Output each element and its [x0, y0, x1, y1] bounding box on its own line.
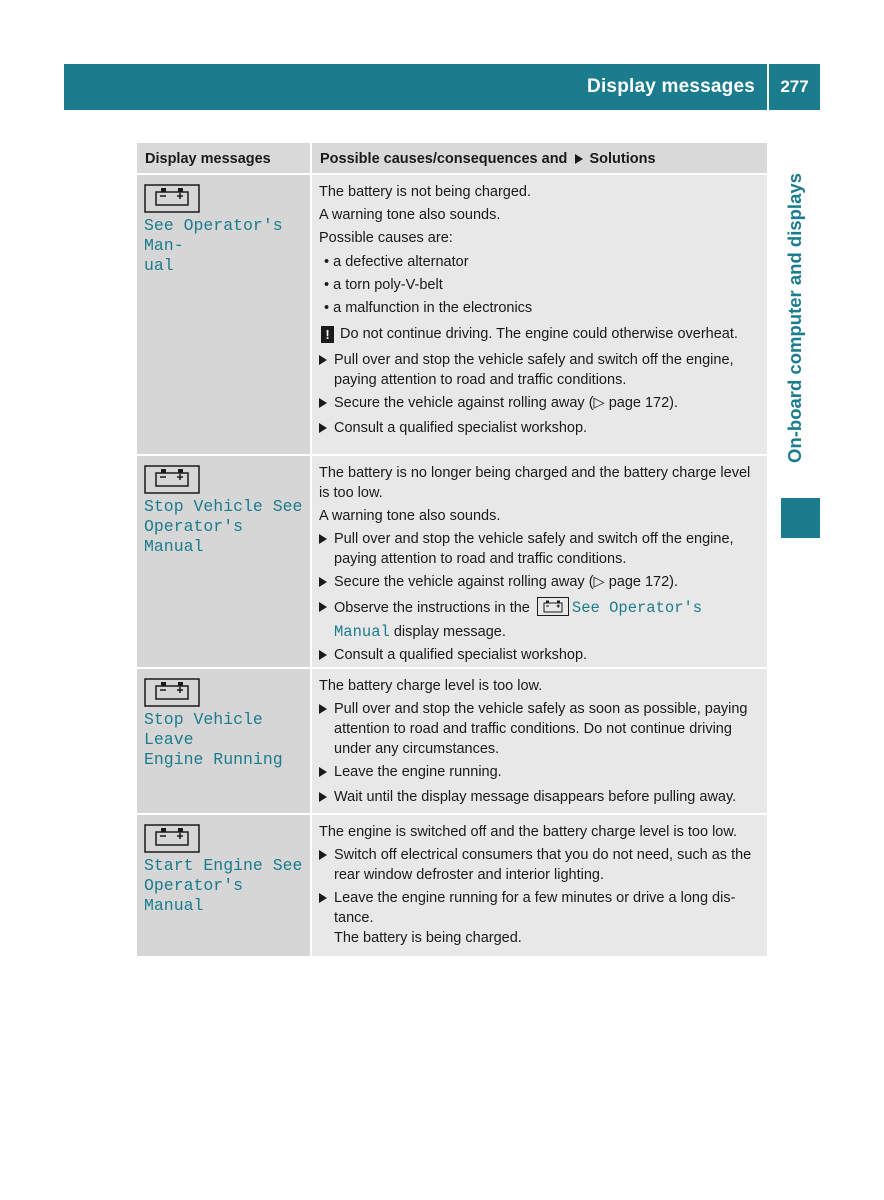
cause-text: Possible causes are:	[319, 230, 453, 246]
arrow-icon	[319, 792, 327, 802]
step-text: display message.	[393, 624, 506, 640]
message-line: Start Engine See	[144, 856, 303, 875]
battery-icon	[144, 824, 200, 853]
arrow-icon	[319, 577, 327, 587]
message-cell	[137, 815, 310, 956]
causes-cell	[310, 175, 767, 454]
side-tab-marker	[781, 498, 820, 538]
arrow-icon	[319, 850, 327, 860]
cause-text: The battery charge level is too low.	[319, 678, 543, 694]
list-item: • a torn poly-V-belt	[324, 277, 443, 293]
side-tab	[769, 145, 820, 490]
col-header-solutions-text: Solutions	[589, 151, 656, 167]
solution-step: Secure the vehicle against rolling away (▷ page 172).	[319, 572, 761, 594]
message-cell	[137, 456, 310, 667]
warning-note	[319, 324, 761, 344]
causes-cell	[310, 456, 767, 667]
message-line: Operator's Manual	[144, 876, 244, 915]
message-cell	[137, 669, 310, 813]
arrow-icon	[319, 650, 327, 660]
solution-step: Secure the vehicle against rolling away (▷ page 172).	[319, 393, 761, 415]
arrow-icon	[319, 534, 327, 544]
cause-text: The battery is not being charged.	[319, 184, 531, 200]
col-header-causes-text: Possible causes/consequences and	[320, 151, 568, 167]
arrow-icon	[319, 602, 327, 612]
table-row	[137, 669, 767, 815]
list-item: • a malfunction in the electronics	[324, 300, 533, 316]
message-line: Operator's Manual	[144, 517, 244, 556]
step-note: The battery is being charged.	[334, 930, 522, 946]
side-tab-label: On-board computer and displays	[783, 172, 805, 463]
warning-icon: !	[321, 326, 334, 343]
battery-icon	[144, 465, 200, 494]
page-title: Display messages	[587, 76, 755, 97]
table-row	[137, 175, 767, 456]
battery-icon	[144, 184, 200, 213]
step-text: Observe the instructions in the	[334, 600, 530, 616]
cause-list	[319, 252, 761, 318]
col-header-messages: Display messages	[145, 151, 271, 167]
solution-step: Consult a qualified specialist workshop.	[319, 645, 761, 667]
solution-step: Leave the engine running.	[319, 762, 761, 784]
message-line: See Operator's Man-	[144, 216, 283, 255]
arrow-icon	[319, 423, 327, 433]
arrow-icon	[319, 893, 327, 903]
warning-text: Do not continue driving. The engine could otherwise overheat.	[340, 326, 738, 342]
solution-step: Wait until the display message disappears before pulling away.	[319, 787, 761, 809]
message-line: Stop Vehicle Leave	[144, 710, 263, 749]
messages-table	[137, 143, 767, 956]
solution-step: Leave the engine running for a few minutes or drive a long dis-tance.	[319, 888, 761, 928]
arrow-icon	[319, 704, 327, 714]
table-header	[137, 143, 767, 175]
solution-step: Pull over and stop the vehicle safely as soon as possible, paying attention to road and traffic conditions. Do not continue driving under any circumstances.	[319, 699, 761, 759]
arrow-icon	[319, 398, 327, 408]
list-item: • a defective alternator	[324, 254, 469, 270]
message-cell	[137, 175, 310, 454]
solution-step: Pull over and stop the vehicle safely and switch off the engine, paying attention to road and traffic conditions.	[319, 350, 761, 390]
solution-step: Pull over and stop the vehicle safely and switch off the engine, paying attention to road and traffic conditions.	[319, 529, 761, 569]
message-line: Stop Vehicle See	[144, 497, 303, 516]
causes-cell	[310, 669, 767, 813]
message-reference: See Operator's Manual	[334, 599, 703, 641]
table-row	[137, 456, 767, 669]
solution-step: Switch off electrical consumers that you do not need, such as the rear window defroster and interior lighting.	[319, 845, 761, 885]
arrow-icon	[319, 355, 327, 365]
solution-step	[319, 597, 761, 642]
arrow-icon	[319, 767, 327, 777]
causes-cell	[310, 815, 767, 956]
solution-step: Consult a qualified specialist workshop.	[319, 418, 761, 440]
cause-text: A warning tone also sounds.	[319, 508, 501, 524]
cause-text: The battery is no longer being charged and the battery charge level is too low.	[319, 465, 751, 501]
cause-text: The engine is switched off and the battery charge level is too low.	[319, 824, 738, 840]
battery-icon	[537, 597, 569, 622]
message-line: ual	[144, 256, 174, 275]
battery-icon	[144, 678, 200, 707]
table-row	[137, 815, 767, 956]
arrow-icon	[575, 154, 583, 164]
page-number: 277	[769, 64, 820, 110]
message-line: Engine Running	[144, 750, 283, 769]
col-header-causes	[310, 143, 767, 173]
header-bar	[64, 64, 767, 110]
cause-text: A warning tone also sounds.	[319, 207, 501, 223]
